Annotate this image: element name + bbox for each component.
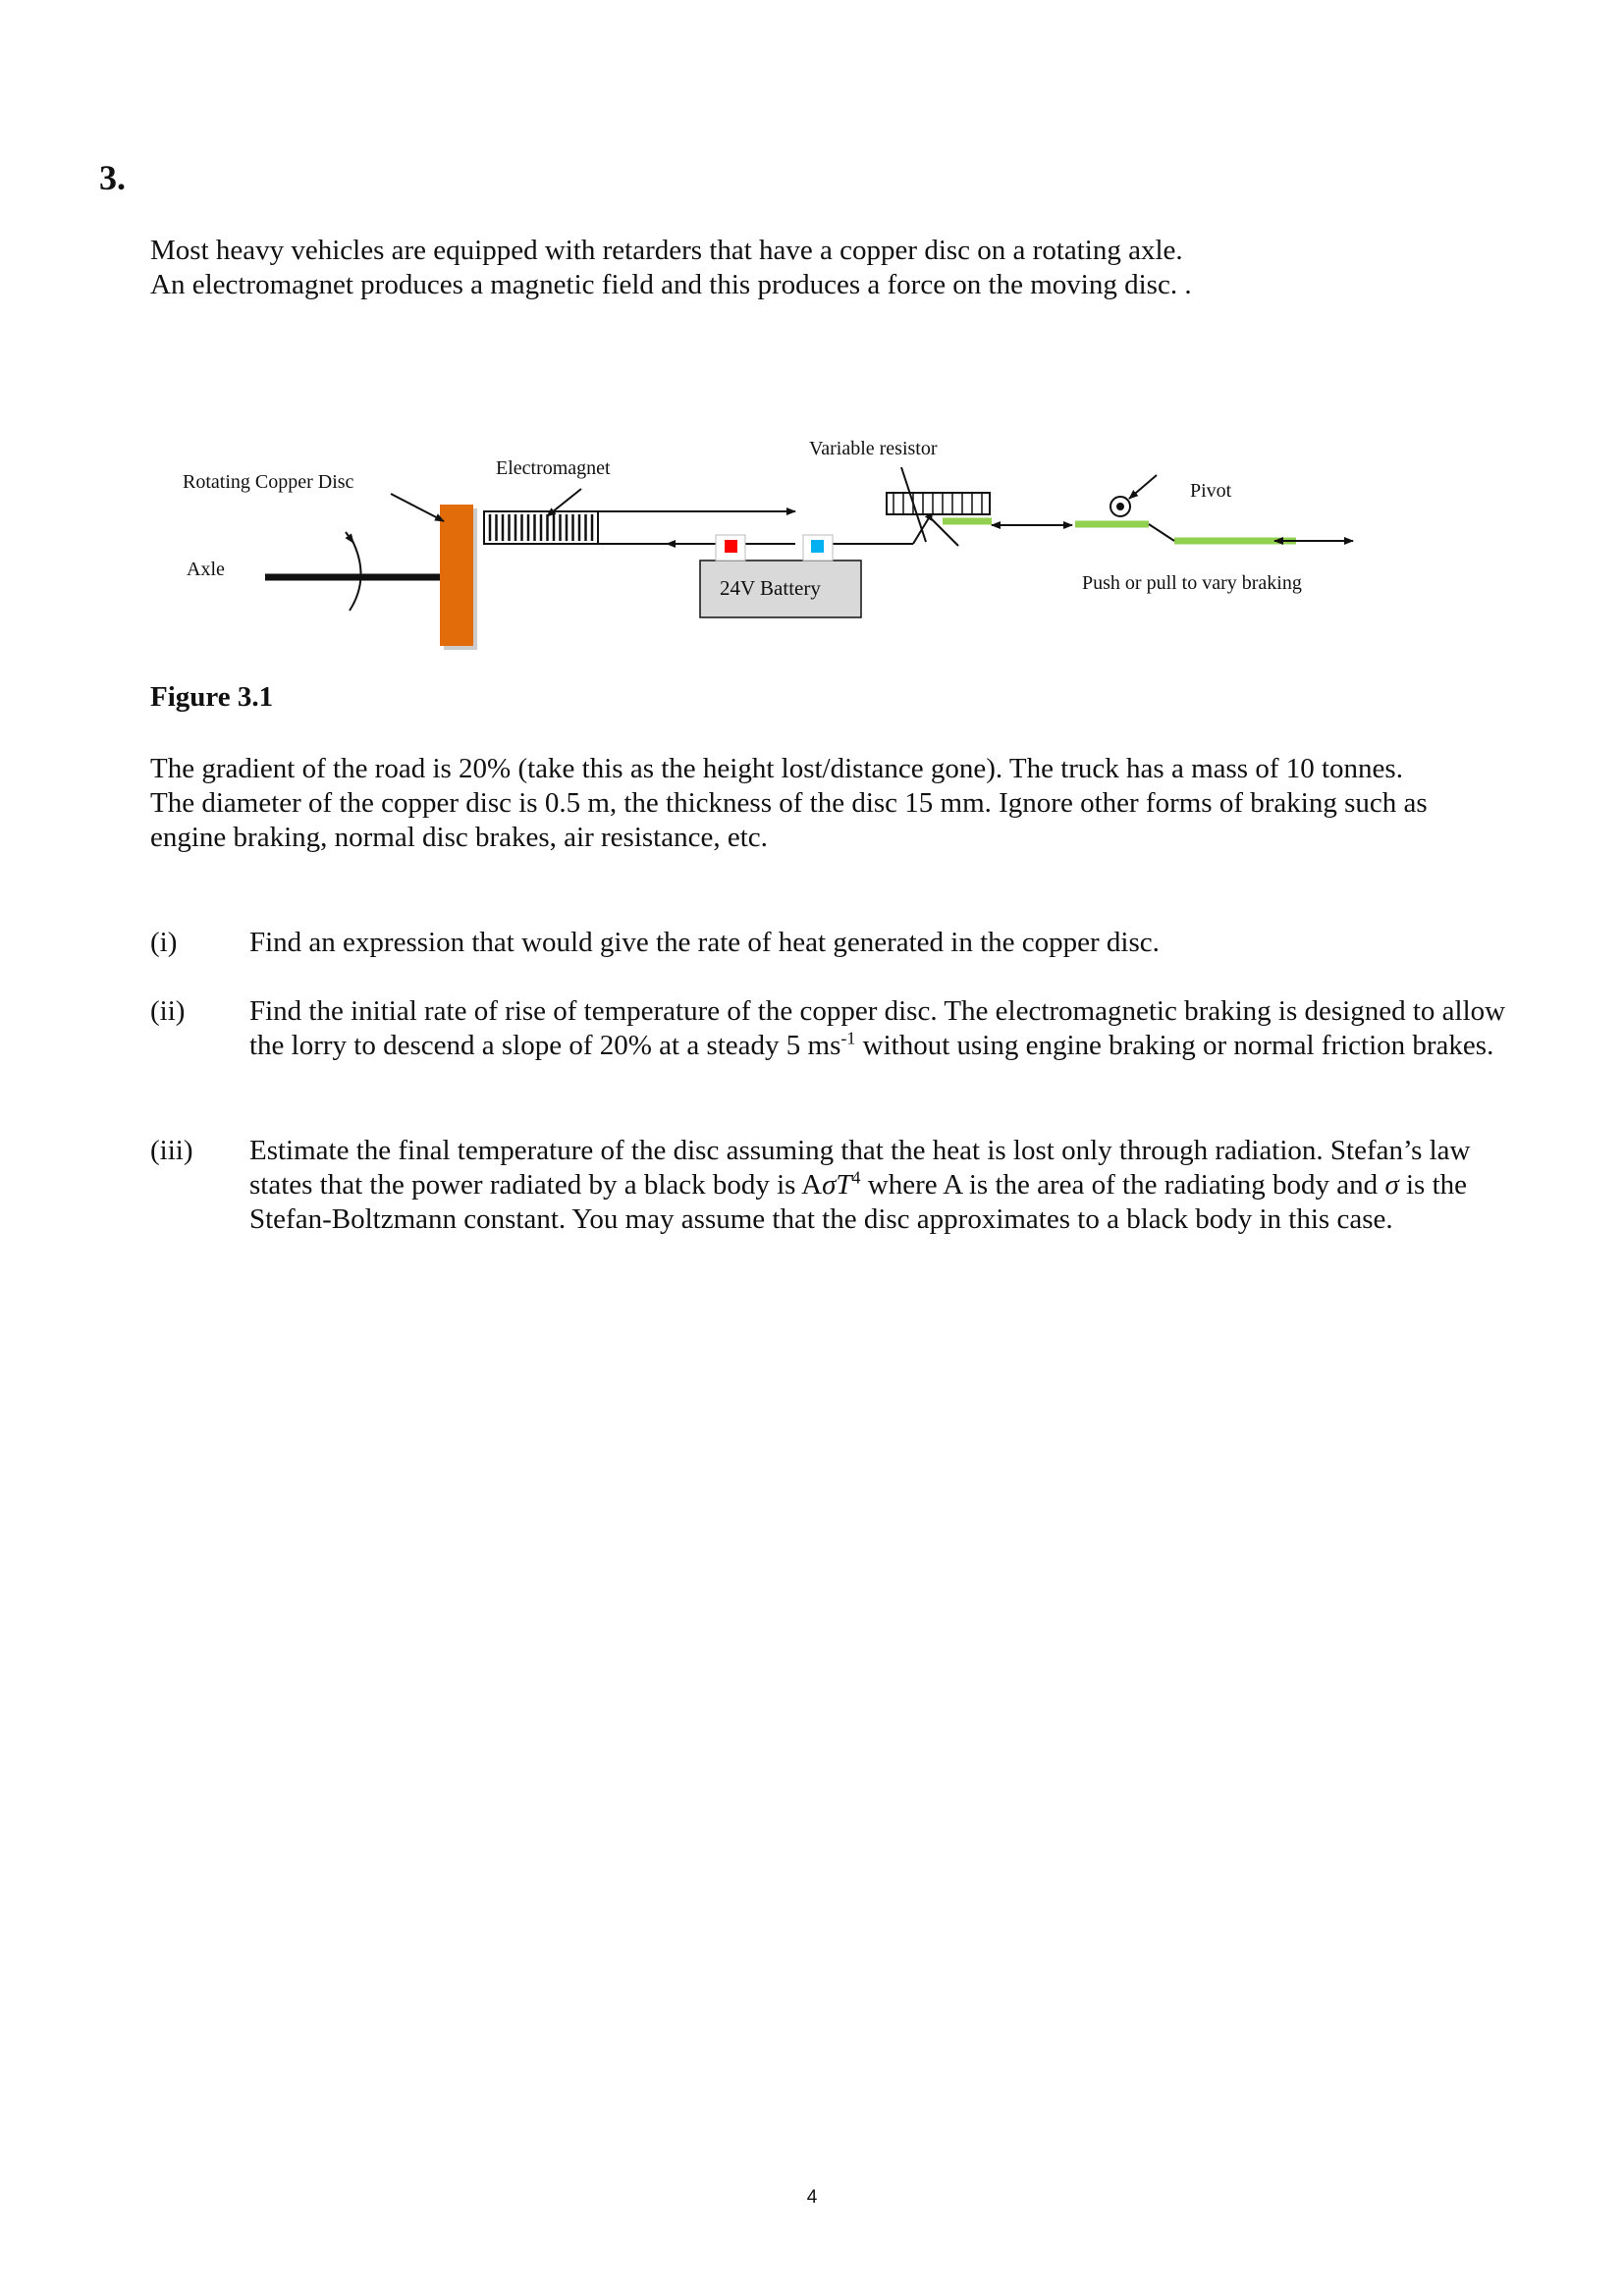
pivot-label: Pivot [1190,480,1232,502]
part-text: Find an expression that would give the rate of heat generated in the copper disc. [249,927,1160,958]
copper-disc [440,505,473,646]
body-paragraph [150,752,1525,855]
figure-caption: Figure 3.1 [150,681,274,713]
pivot-pointer-arrow [1129,475,1157,499]
part-text: Estimate the final temperature of the disc assuming that the heat is lost only through radiation. Stefan’s law states that the power radiated by a black body is AσT$^4$ where A is the area of the radiating body and σ is the Stefan-Boltzmann constant. You may assume that the disc approximates to a black body in this case. [249,1135,1471,1235]
intro-line-2: An electromagnet produces a magnetic field and this produces a force on the moving disc. . [150,269,1192,300]
variable-resistor [887,493,990,514]
body-line-2: The diameter of the copper disc is 0.5 m, the thickness of the disc 15 mm. Ignore other forms of braking such as [150,787,1428,819]
push-pull-label: Push or pull to vary braking [1082,572,1302,594]
part-label: (ii) [150,995,186,1027]
part-text: Find the initial rate of rise of temperature of the copper disc. The electromagnetic braking is designed to allow the lorry to descend a slope of 20% at a steady 5 $ms^{-1}$ without using engine braking or normal friction brakes. [249,995,1506,1061]
question-number: 3. [99,158,126,197]
variable-resistor-label: Variable resistor [809,438,938,459]
intro-line-1: Most heavy vehicles are equipped with retarders that have a copper disc on a rotating axle. [150,235,1183,266]
page-number: 4 [806,2187,818,2208]
intro-paragraph [150,234,1525,302]
disc-label: Rotating Copper Disc [183,471,354,493]
body-line-3: engine braking, normal disc brakes, air resistance, etc. [150,822,768,853]
body-line-1: The gradient of the road is 20% (take this as the height lost/distance gone). The truck has a mass of 10 tonnes. [150,753,1403,784]
electromagnet-label: Electromagnet [496,457,611,479]
battery-label: 24V Battery [720,576,821,600]
retarder-diagram [0,393,1624,687]
axle-label: Axle [187,559,225,580]
battery-positive-terminal [725,540,737,553]
part-label: (iii) [150,1135,193,1166]
part-label: (i) [150,927,178,958]
disc-pointer-arrow [391,494,444,521]
electromagnet-coil [484,511,598,544]
battery-negative-terminal [811,540,824,553]
